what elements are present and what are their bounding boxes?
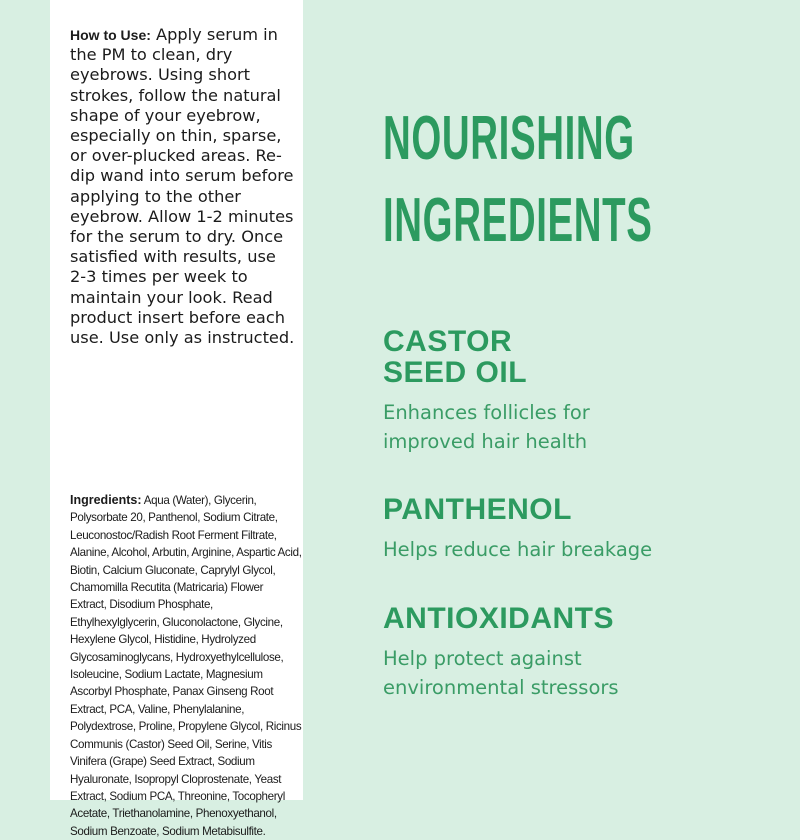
ingredients-text: Aqua (Water), Glycerin, Polysorbate 20, Panthenol, Sodium Citrate, Leuconostoc/Radish Root Ferment Filtrate, Alanine, Alcohol, Arbutin, Arginine, Aspartic Acid, Biotin, Calcium Gluconate, Caprylyl Glycol, Chamomilla Recutita (Matricaria) Flower Extract, Disodium Phosphate, Ethylhexylglycerin, Gluconolactone, Glycine, Hexylene Glycol, Histidine, Hydrolyzed Glycosaminoglycans, Hydroxyethylcellulose, Isoleucine, Sodium Lactate, Magnesium Ascorbyl Phosphate, Panax Ginseng Root Extract, PCA, Valine, Phenylalanine, Polydextrose, Proline, Propylene Glycol, Ricinus Communis (Castor) Seed Oil, Serine, Vitis Vinifera (Grape) Seed Extract, Sodium Hyaluronate, Isopropyl Cloprostenate, Yeast Extract, Sodium PCA, Threonine, Tocopheryl Acetate, Triethanolamine, Phenoxyethanol, Sodium Benzoate, Sodium Metabisulfite.: [70, 494, 302, 838]
feature-description: [383, 535, 783, 564]
feature-description-line: environmental stressors: [383, 676, 619, 699]
feature-description-line: improved hair health: [383, 430, 588, 453]
how-to-use-text: Apply serum in the PM to clean, dry eyebrows. Using short strokes, follow the natural shape of your eyebrow, especially on thin, sparse, or over-plucked areas. Re-dip wand into serum before applying to the other eyebrow. Allow 1-2 minutes for the serum to dry. Once satisfied with results, use 2-3 times per week to maintain your look. Read product insert before each use. Use only as instructed.: [70, 25, 295, 348]
feature-description: [383, 398, 783, 456]
feature-panthenol: [383, 494, 783, 564]
feature-description-line: Helps reduce hair breakage: [383, 538, 653, 561]
feature-title: [383, 494, 783, 525]
feature-castor-seed-oil: [383, 326, 783, 456]
feature-title: [383, 326, 783, 388]
ingredients-section: [70, 492, 302, 840]
ingredients-label: Ingredients:: [70, 493, 142, 507]
how-to-use-section: [70, 25, 295, 348]
how-to-use-label: How to Use:: [70, 27, 151, 43]
feature-antioxidants: [383, 603, 783, 702]
feature-title-line: SEED OIL: [383, 356, 528, 389]
instructions-panel: [50, 0, 303, 838]
feature-title: [383, 603, 783, 634]
feature-title-line: PANTHENOL: [383, 493, 572, 526]
feature-title-line: ANTIOXIDANTS: [383, 602, 614, 635]
features-panel: [303, 0, 800, 800]
feature-title-line: CASTOR: [383, 325, 513, 358]
headline-line-2: INGREDIENTS: [383, 186, 653, 255]
feature-description-line: Help protect against: [383, 647, 582, 670]
headline: [383, 98, 653, 262]
feature-description: [383, 644, 783, 702]
feature-description-line: Enhances follicles for: [383, 401, 590, 424]
headline-line-1: NOURISHING: [383, 104, 635, 173]
